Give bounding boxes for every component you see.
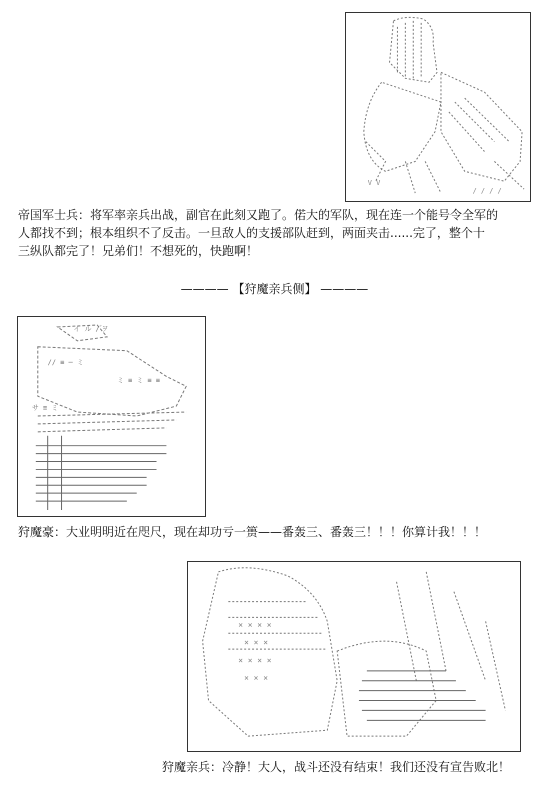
svg-text:× × ×: × × × [244,673,268,683]
svg-text:// ≡ ─ ミ: // ≡ ─ ミ [47,358,84,367]
ascii-art-panel-1 [345,12,531,202]
svg-text:ミ ≡ ミ ≡ ≡: ミ ≡ ミ ≡ ≡ [116,376,160,385]
caption-panel-3: 狩魔亲兵：冷静！大人，战斗还没有结束！我们还没有宣告败北！ [162,760,511,774]
section-title: ———— 【狩魔亲兵侧】 ———— [180,282,369,296]
ascii-art-panel-2 [17,316,206,517]
svg-text:× × × ×: × × × × [238,620,272,630]
ascii-art-panel-3 [187,561,521,752]
ascii-art-soldiers-group [188,562,520,751]
caption-line-3: 三纵队都完了！兄弟们！不想死的，快跑啊！ [18,244,259,258]
svg-text:イ ル / ゙ヲ: イ ル / ゙ヲ [73,324,109,333]
caption-line-2: 人都找不到；根本组织不了反击。一旦敌人的支援部队赶到，两面夹击......完了，整个十 [18,226,485,240]
svg-text:× × ×: × × × [244,638,268,648]
svg-text:V V: V V [367,179,381,188]
svg-text:× × × ×: × × × × [238,655,272,665]
svg-text:サ ≡ ミ: サ ≡ ミ [31,404,59,413]
ascii-art-soldier-figure [346,13,530,201]
caption-panel-2: 狩魔豪：大业明明近在咫尺，现在却功亏一篑——番轰三、番轰三！！！你算计我！！！ [18,525,487,539]
caption-line-1: 帝国军士兵：将军率亲兵出战，副官在此刻又跑了。偌大的军队，现在连一个能号令全军的 [18,208,499,222]
svg-text:/ / / /: / / / / [472,187,502,196]
ascii-art-hunter-figure [18,317,205,516]
